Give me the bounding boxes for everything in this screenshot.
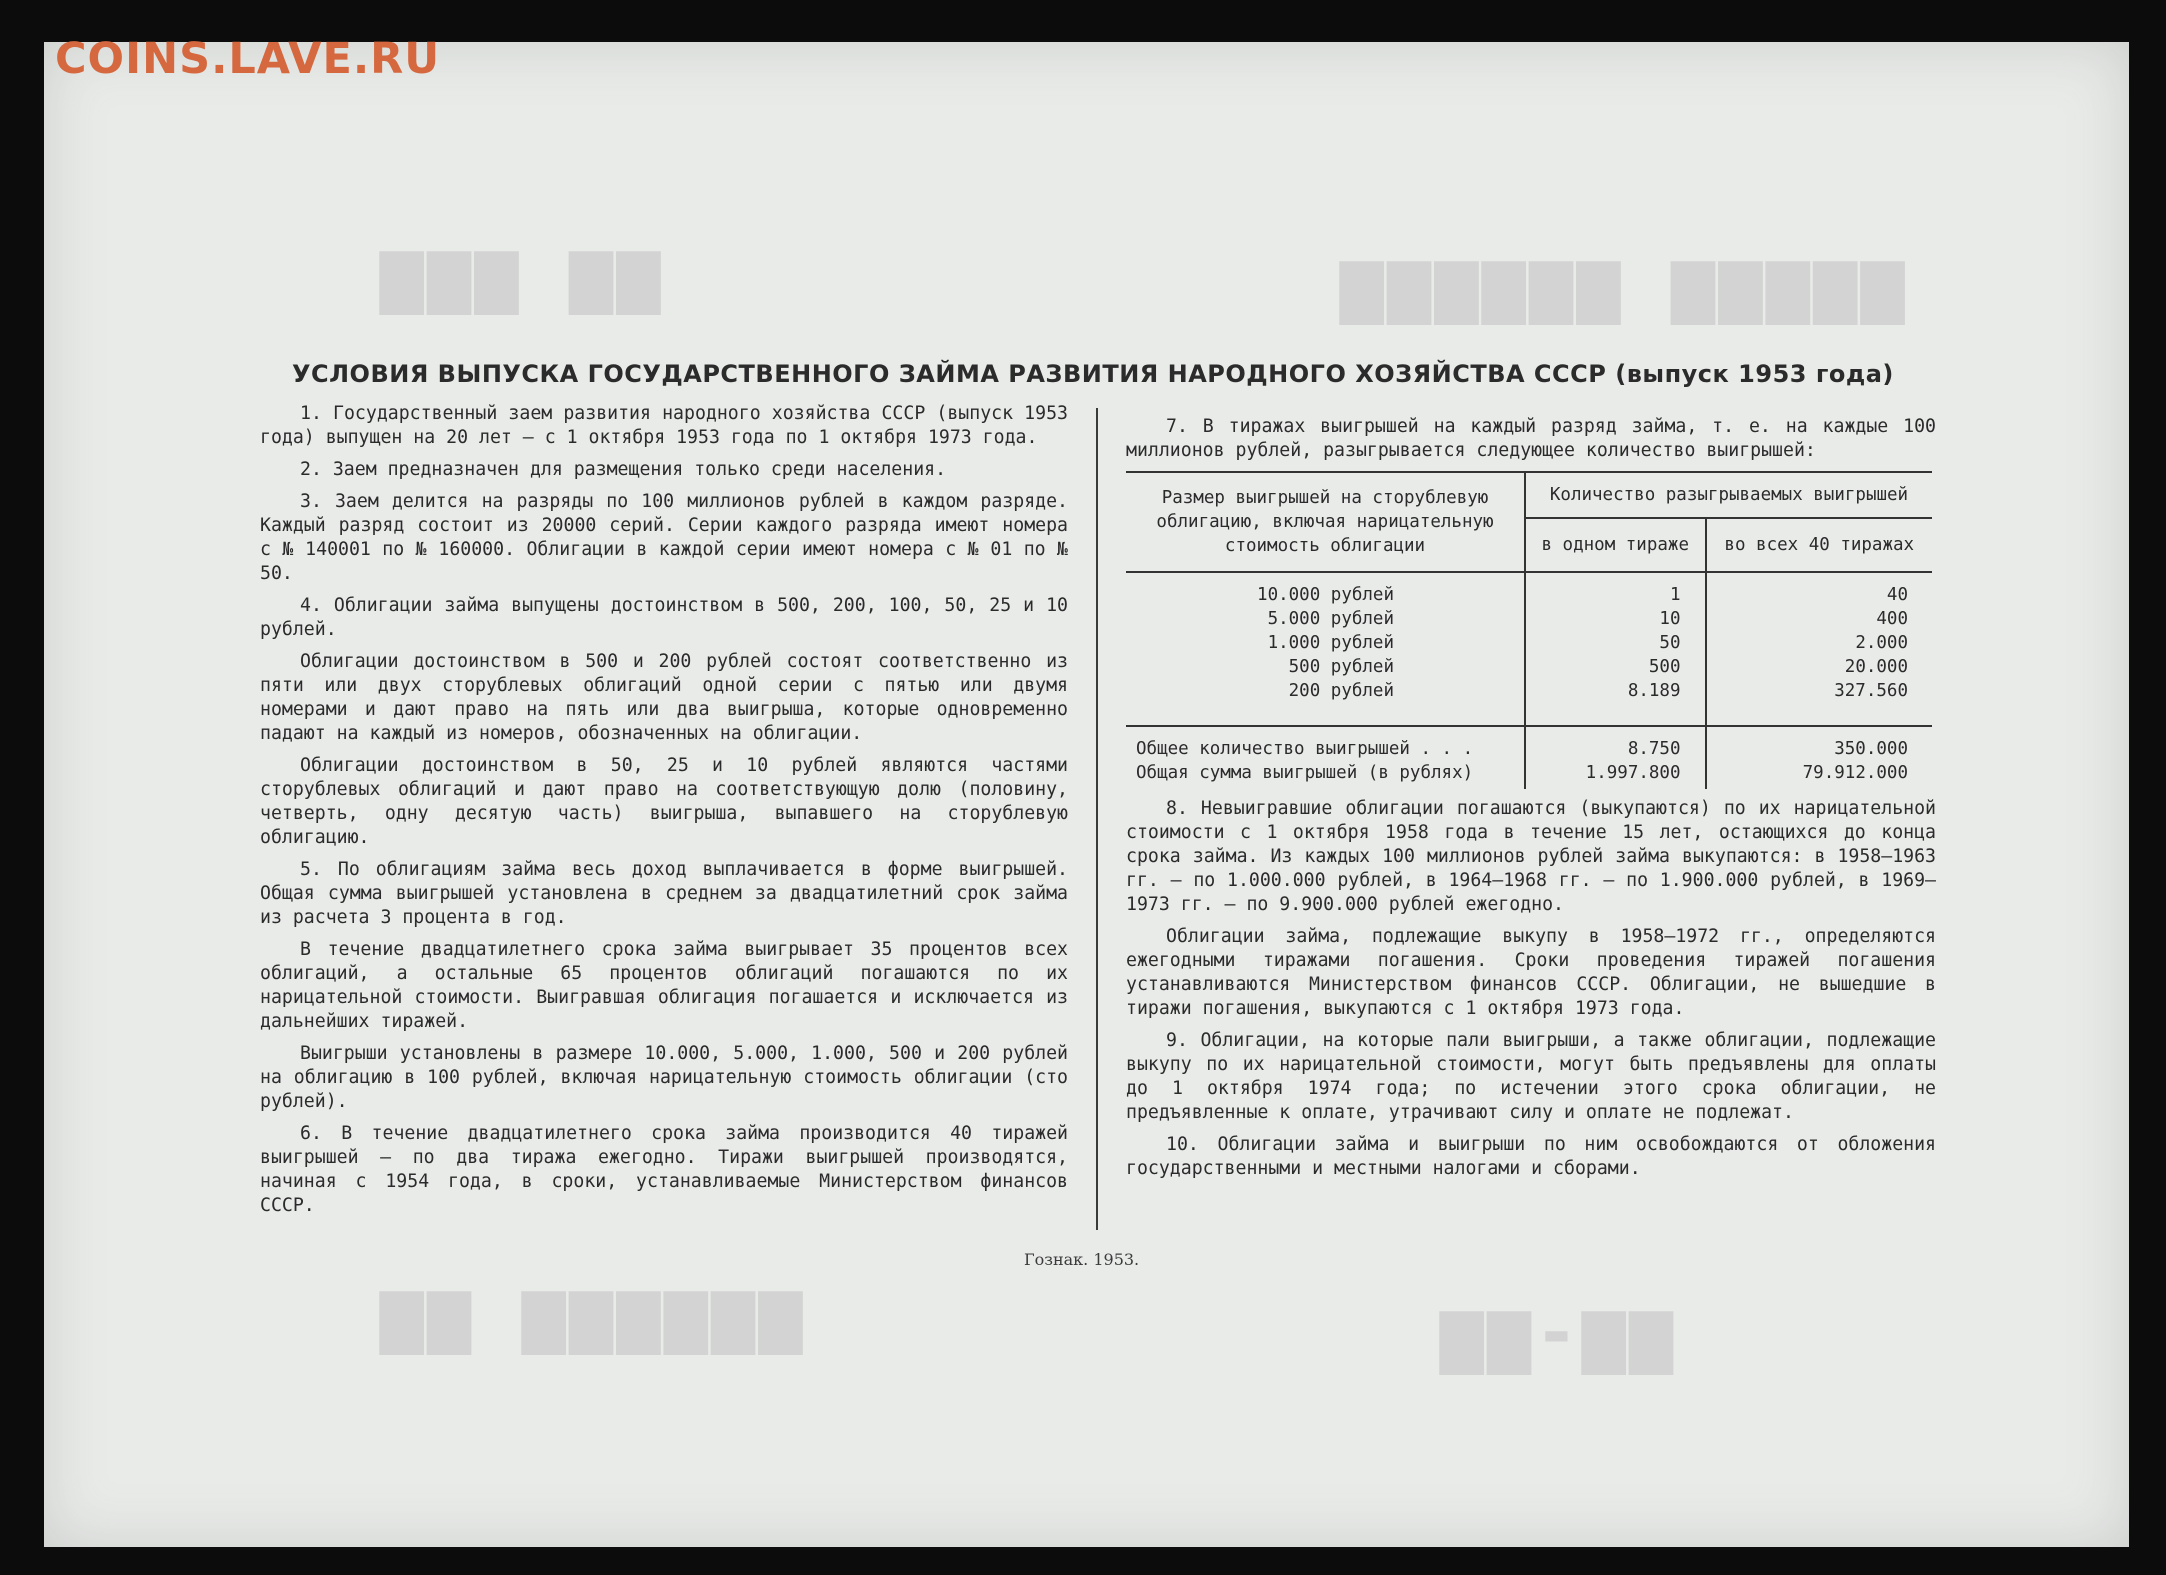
clause-8: 8. Невыигравшие облигации погашаются (выкупаются) по их нарицательной стоимости с 1 октября 1958 года в течение 15 лет, остающихся до конца срока займа. Из каждых 100 миллионов рублей займа выкупаются: в 1958—1963 гг. — по 1.000.000 рублей, в 1964—1968 гг. — по 1.900.000 рублей, в 1969—1973 гг. — по 9.900.000 рублей ежегодно.	[1126, 798, 1936, 915]
show-through-print: ▆▆▆▆▆▆ ▆▆▆▆▆	[1340, 240, 1909, 324]
one-draw-cell: 500	[1525, 655, 1706, 679]
clause-7: 7. В тиражах выигрышей на каждый разряд займа, т. е. на каждые 100 миллионов рублей, разыгрывается следующее количество выигрышей:	[1126, 416, 1936, 461]
table-row-total-count	[1126, 726, 1932, 761]
clause-5: 5. По облигациям займа весь доход выплачивается в форме выигрышей. Общая сумма выигрышей установлена в среднем за двадцатилетний срок займа из расчета 3 процента в год.	[260, 859, 1068, 928]
all-draws-cell: 20.000	[1706, 655, 1933, 679]
header-prize-size: Размер выигрышей на сторублевую облигацию, включая нарицательную стоимость облигации	[1126, 472, 1525, 572]
prize-size-cell: 5.000 рублей	[1267, 609, 1394, 629]
one-draw-cell: 1	[1525, 572, 1706, 607]
prize-size-cell: 1.000 рублей	[1267, 633, 1394, 653]
prize-size-cell: 500 рублей	[1288, 657, 1394, 677]
clause-1: 1. Государственный заем развития народного хозяйства СССР (выпуск 1953 года) выпущен на 20 лет — с 1 октября 1953 года по 1 октября 1973 года.	[260, 403, 1068, 448]
clause-4-denominations-50-25-10: Облигации достоинством в 50, 25 и 10 рублей являются частями сторублевых облигаций и дают право на соответствующую долю (половину, четверть, одну десятую часть) выигрыша, выпавшего на сторублевую облигацию.	[260, 755, 1068, 848]
table-row	[1126, 655, 1932, 679]
table-row	[1126, 631, 1932, 655]
total-count-all: 350.000	[1706, 726, 1933, 761]
document-title: УСЛОВИЯ ВЫПУСКА ГОСУДАРСТВЕННОГО ЗАЙМА РАЗВИТИЯ НАРОДНОГО ХОЗЯЙСТВА СССР (выпуск 1953 года)	[292, 360, 1894, 388]
all-draws-cell: 400	[1706, 607, 1933, 631]
total-sum-all: 79.912.000	[1706, 761, 1933, 789]
prize-size-cell: 200 рублей	[1126, 679, 1525, 726]
total-sum-one: 1.997.800	[1525, 761, 1706, 789]
total-sum-label: Общая сумма выигрышей (в рублях)	[1136, 763, 1474, 783]
all-draws-cell: 2.000	[1706, 631, 1933, 655]
header-one-draw: в одном тираже	[1525, 518, 1706, 572]
header-all-draws: во всех 40 тиражах	[1706, 518, 1933, 572]
clause-5-percent: В течение двадцатилетнего срока займа выигрывает 35 процентов всех облигаций, а остальные 65 процентов облигаций погашаются по их нарицательной стоимости. Выигравшая облигация погашается и исключается из дальнейших тиражей.	[260, 939, 1068, 1032]
total-count-one: 8.750	[1525, 726, 1706, 761]
column-divider	[1096, 408, 1098, 1230]
show-through-print: ▆▆▆ ▆▆	[380, 230, 665, 314]
one-draw-cell: 10	[1525, 607, 1706, 631]
all-draws-cell: 40	[1706, 572, 1933, 607]
table-row-total-sum	[1126, 761, 1932, 789]
table-row	[1126, 679, 1932, 726]
clause-9: 9. Облигации, на которые пали выигрыши, а также облигации, подлежащие выкупу по их нарицательной стоимости, могут быть предъявлены для оплаты до 1 октября 1974 года; по истечении этого срока облигации, не предъявленные к оплате, утрачивают силу и оплате не подлежат.	[1126, 1030, 1936, 1123]
one-draw-cell: 50	[1525, 631, 1706, 655]
conditions-left-column	[260, 402, 1068, 1226]
header-prize-count: Количество разыгрываемых выигрышей	[1525, 472, 1932, 518]
clause-2: 2. Заем предназначен для размещения только среди населения.	[300, 459, 947, 480]
clause-4: 4. Облигации займа выпущены достоинством в 500, 200, 100, 50, 25 и 10 рублей.	[260, 595, 1068, 640]
one-draw-cell: 8.189	[1525, 679, 1706, 726]
total-count-label: Общее количество выигрышей . . .	[1136, 739, 1474, 759]
table-row	[1126, 607, 1932, 631]
prize-size-cell: 10.000 рублей	[1257, 585, 1394, 605]
clause-4-denominations-500-200: Облигации достоинством в 500 и 200 рублей состоят соответственно из пяти или двух сторублевых облигаций одной серии с пятью или двумя номерами и дают право на пять или два выигрыша, которые одновременно падают на каждый из номеров, обозначенных на облигации.	[260, 651, 1068, 744]
site-watermark: COINS.LAVE.RU	[55, 34, 441, 84]
clause-10: 10. Облигации займа и выигрыши по ним освобождаются от обложения государственными и местными налогами и сборами.	[1126, 1134, 1936, 1179]
prize-table	[1126, 471, 1932, 789]
clause-5-prize-sizes: Выигрыши установлены в размере 10.000, 5.000, 1.000, 500 и 200 рублей на облигацию в 100 рублей, включая нарицательную стоимость облигации (сто рублей).	[260, 1043, 1068, 1112]
show-through-print: ▆▆-▆▆	[1440, 1290, 1677, 1374]
printer-imprint: Гознак. 1953.	[1024, 1250, 1140, 1269]
all-draws-cell: 327.560	[1706, 679, 1933, 726]
clause-3: 3. Заем делится на разряды по 100 миллионов рублей в каждом разряде. Каждый разряд состоит из 20000 серий. Серии каждого разряда имеют номера с № 140001 по № 160000. Облигации в каждой серии имеют номера с № 01 по № 50.	[260, 491, 1068, 584]
clause-8-redemption: Облигации займа, подлежащие выкупу в 1958—1972 гг., определяются ежегодными тиражами погашения. Сроки проведения тиражей погашения устанавливаются Министерством финансов СССР. Облигации, не вышедшие в тиражи погашения, выкупаются с 1 октября 1973 года.	[1126, 926, 1936, 1019]
conditions-right-column	[1126, 415, 1936, 1189]
table-row	[1126, 572, 1932, 607]
clause-6: 6. В течение двадцатилетнего срока займа производится 40 тиражей выигрышей — по два тиража ежегодно. Тиражи выигрышей производятся, начиная с 1954 года, в сроки, устанавливаемые Министерством финансов СССР.	[260, 1123, 1068, 1216]
show-through-print: ▆▆ ▆▆▆▆▆▆	[380, 1270, 807, 1354]
